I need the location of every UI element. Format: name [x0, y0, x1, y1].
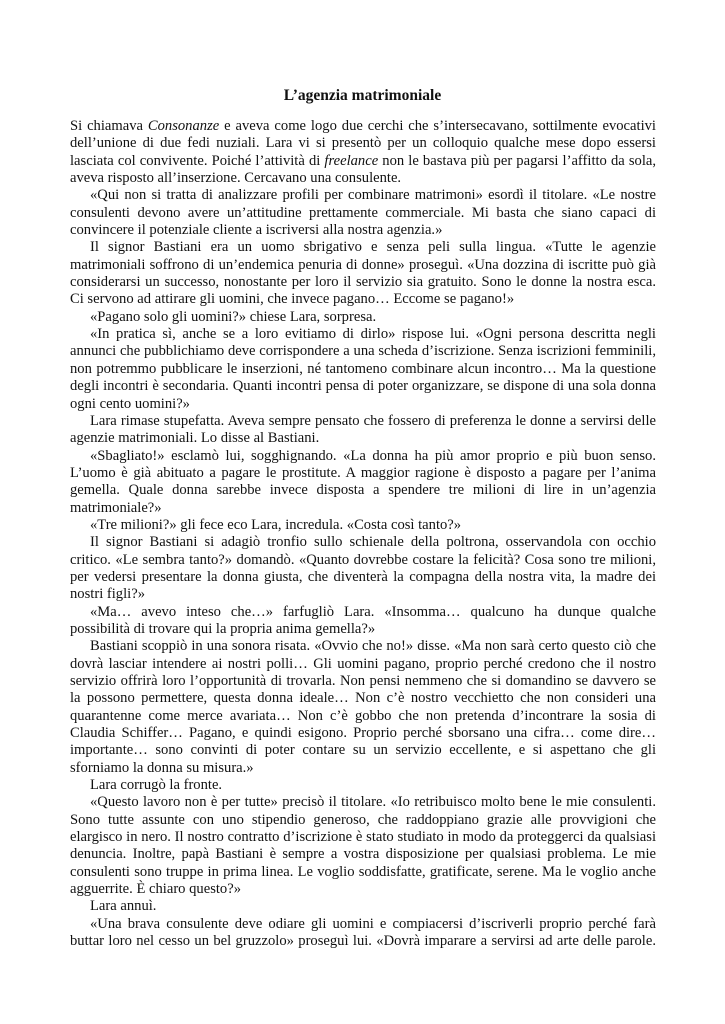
paragraph: «Questo lavoro non è per tutte» precisò il titolare. «Io retribuisco molto bene le mie consulenti. Sono tutte assunte con uno stipendio generoso, che raddoppiano grazie alle provvigioni che elargisco in nero. Il nostro contratto d’iscrizione è stato studiato in modo da proteggerci da qualsiasi denuncia. Inoltre, papà Bastiani è sempre a vostra disposizione per qualsiasi problema. Le mie consulenti sono truppe in prima linea. Le voglio soddisfatte, gratificate, serene. Ma le voglio anche agguerrite. È chiaro questo?» [70, 794, 656, 898]
italic-text: Consonanze [147, 118, 220, 134]
paragraph: Il signor Bastiani era un uomo sbrigativo e senza peli sulla lingua. «Tutte le agenzie matrimoniali soffrono di un’endemica penuria di donne» proseguì. «Una dozzina di iscritte può già considerarsi un successo, nonostante per loro il servizio sia gratuito. Sono le donne la nostra esca. Ci servono ad attirare gli uomini, che invece pagano… Eccome se pagano!» [70, 239, 656, 308]
paragraph: «In pratica sì, anche se a loro evitiamo di dirlo» rispose lui. «Ogni persona descritta negli annunci che pubblichiamo deve corrispondere a una scheda d’iscrizione. Senza iscrizioni femminili, non potremmo pubblicare le inserzioni, né tantomeno combinare alcun incontro… Ma la questione degli incontri è secondaria. Quanti incontri pensa di poter organizzare, se dispone di una sola donna ogni cento uomini?» [70, 326, 656, 412]
paragraph: «Ma… avevo inteso che…» farfugliò Lara. «Insomma… qualcuno ha dunque qualche possibilità di trovare qui la propria anima gemella?» [70, 603, 656, 637]
paragraph: Lara annuì. [90, 898, 157, 915]
document-title: L’agenzia matrimoniale [283, 87, 442, 104]
paragraph: «Sbagliato!» esclamò lui, sogghignando. «La donna ha più amor proprio e più buon senso. L’uomo è già abituato a pagare le prostitute. A maggior ragione è disposto a pagare per l’anima gemella. Quale donna sarebbe invece disposta a spendere tre milioni di lire in un’agenzia matrimoniale?» [70, 447, 656, 516]
paragraph-text: e aveva come logo due cerchi che s’intersecavano, sottilmente evocativi dell’unione di due fedi nuziali. Lara vi si presentò per un colloquio qualche mese dopo essersi lasciata col convivente. Poiché l’attività di [70, 118, 656, 169]
paragraph [70, 118, 656, 187]
paragraph: Il signor Bastiani si adagiò tronfio sullo schienale della poltrona, osservandola con occhio critico. «Le sembra tanto?» domandò. «Quanto dovrebbe costare la felicità? Cosa sono tre milioni, per vedersi presentare la donna giusta, che diventerà la compagna della nostra vita, la madre dei nostri figli?» [70, 534, 656, 603]
italic-text: freelance [324, 152, 379, 169]
paragraph: Lara rimase stupefatta. Aveva sempre pensato che fossero di preferenza le donne a servirsi delle agenzie matrimoniali. Lo disse al Bastiani. [70, 412, 656, 447]
paragraph: Lara corrugò la fronte. [90, 777, 223, 794]
document-body [70, 118, 656, 951]
paragraph: Bastiani scoppiò in una sonora risata. «Ovvio che no!» disse. «Ma non sarà certo questo ciò che dovrà lasciar intendere ai nostri polli… Gli uomini pagano, proprio perché credono che il nostro servizio offrirà loro l’opportunità di trovarla. Non pensi nemmeno che si domandino se davvero se la possono permettere, questa donna ideale… Non c’è nostro vecchietto che non consideri una quarantenne come merce avariata… Non c’è gobbo che non pretenda d’incontrare la sosia di Claudia Schiffer… Pagano, e quindi esigono. Proprio perché sborsano una cifra… come dire… importante… sono convinti di poter contare su un servizio eccellente, e si aspettano che gli sforniamo la donna su misura.» [70, 638, 656, 776]
paragraph: «Qui non si tratta di analizzare profili per combinare matrimoni» esordì il titolare. «Le nostre consulenti devono avere un’attitudine prettamente commerciale. Mi basta che siano capaci di convincere il potenziale cliente a iscriversi alla nostra agenzia.» [70, 187, 656, 239]
paragraph: «Tre milioni?» gli fece eco Lara, incredula. «Costa così tanto?» [90, 516, 462, 533]
paragraph-text: Si chiamava [70, 118, 148, 134]
paragraph-text: non le bastava più per pagarsi l’affitto da sola, aveva risposto all’inserzione. Cercavano una consulente. [70, 152, 656, 187]
paragraph: «Pagano solo gli uomini?» chiese Lara, sorpresa. [90, 308, 377, 325]
paragraph: «Una brava consulente deve odiare gli uomini e compiacersi d’iscriverli proprio perché farà buttar loro nel cesso un bel gruzzolo» proseguì lui. «Dovrà imparare a servirsi ad arte delle parole. [70, 915, 656, 950]
